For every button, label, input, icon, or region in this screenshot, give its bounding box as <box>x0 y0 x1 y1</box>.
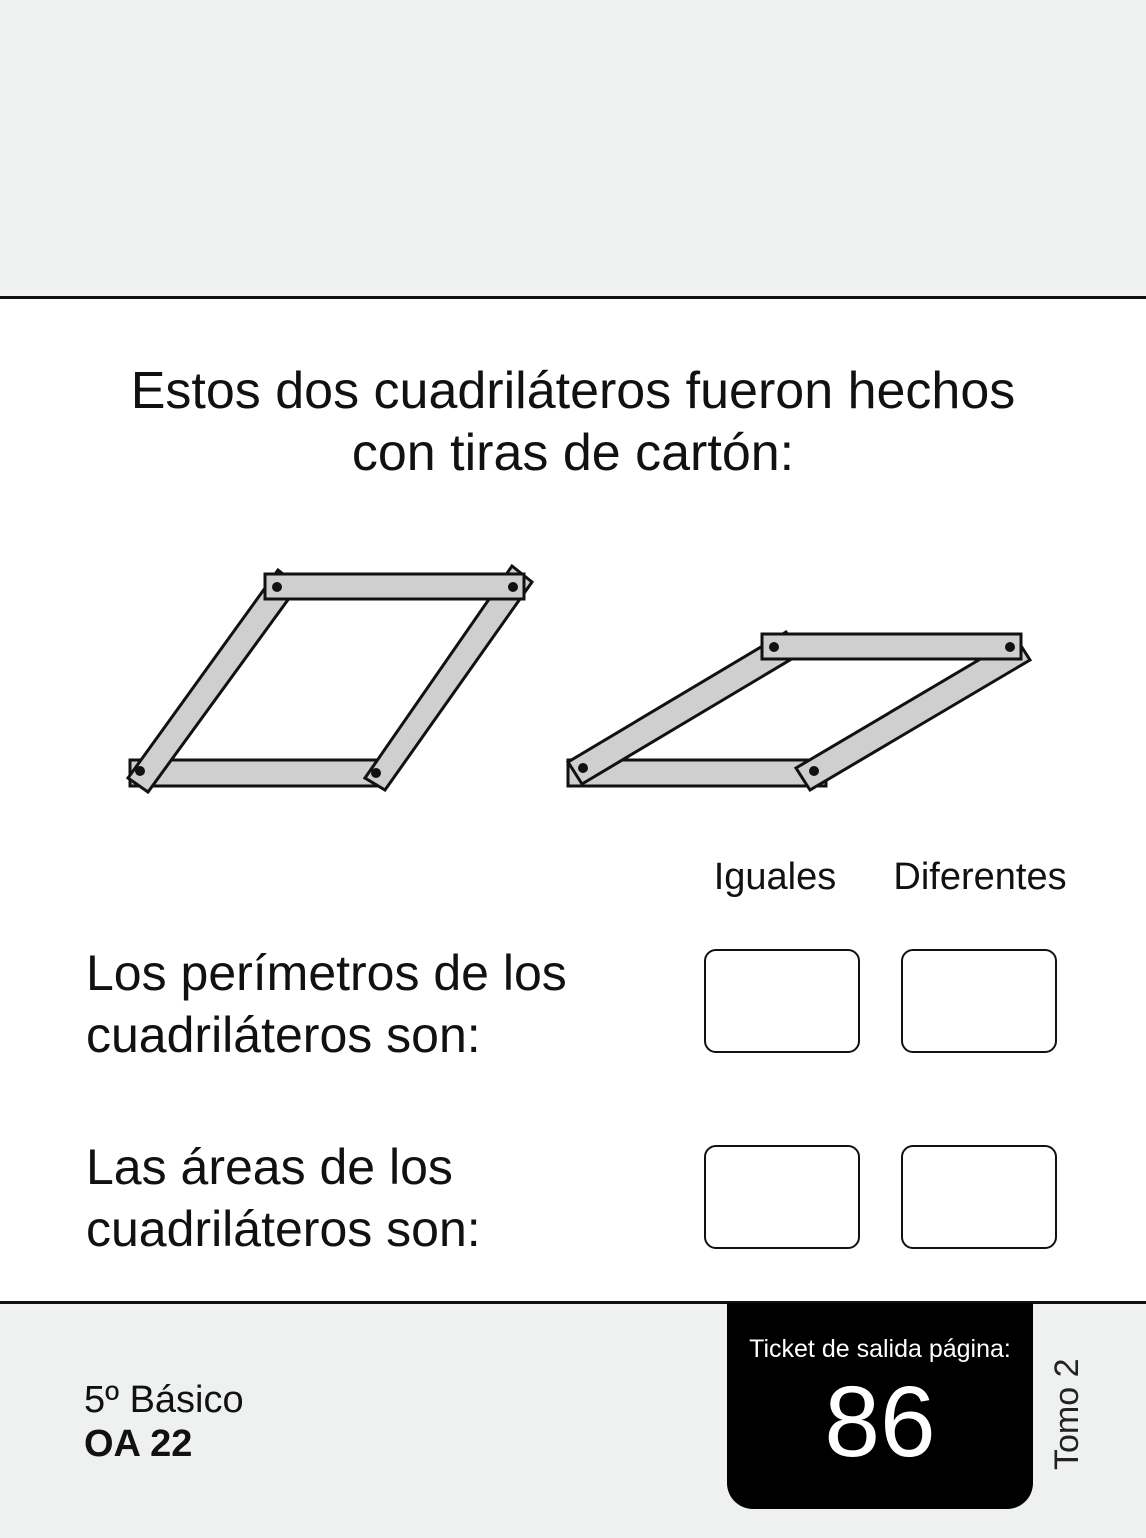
area-equal-checkbox[interactable] <box>704 1145 860 1249</box>
area-different-checkbox[interactable] <box>901 1145 1057 1249</box>
pin <box>371 768 381 778</box>
question-line-1: Estos dos cuadriláteros fueron hechos <box>130 362 1016 420</box>
pin <box>1005 642 1015 652</box>
question-line-2: con tiras de cartón: <box>351 424 795 482</box>
area-line-2: cuadriláteros son: <box>86 1201 481 1257</box>
ticket-label: Ticket de salida página: <box>749 1335 1011 1363</box>
area-question <box>86 1136 686 1260</box>
pin <box>508 582 518 592</box>
perimeter-question <box>86 942 686 1066</box>
exit-ticket-badge <box>727 1303 1033 1509</box>
grade-info <box>84 1378 244 1466</box>
strip <box>796 638 1030 790</box>
strip <box>265 574 524 599</box>
perimeter-line-2: cuadriláteros son: <box>86 1007 481 1063</box>
different-column-label: Diferentes <box>893 856 1067 898</box>
header-band <box>0 0 1146 299</box>
equal-column-label: Iguales <box>713 856 837 898</box>
perimeter-different-checkbox[interactable] <box>901 949 1057 1053</box>
quadrilaterals-figure <box>0 540 1146 820</box>
left-quadrilateral <box>128 566 532 792</box>
volume-label: Tomo 2 <box>1048 1358 1086 1470</box>
pin <box>769 642 779 652</box>
pin <box>578 763 588 773</box>
pin <box>809 766 819 776</box>
pin <box>135 766 145 776</box>
course-label: 5º Básico <box>84 1379 244 1421</box>
perimeter-equal-checkbox[interactable] <box>704 949 860 1053</box>
area-line-1: Las áreas de los <box>86 1139 453 1195</box>
objective-label: OA 22 <box>84 1423 193 1465</box>
pin <box>272 582 282 592</box>
right-quadrilateral <box>568 632 1030 790</box>
question-text <box>0 360 1146 484</box>
strip <box>762 634 1021 659</box>
ticket-page-number: 86 <box>824 1366 936 1478</box>
perimeter-line-1: Los perímetros de los <box>86 945 567 1001</box>
